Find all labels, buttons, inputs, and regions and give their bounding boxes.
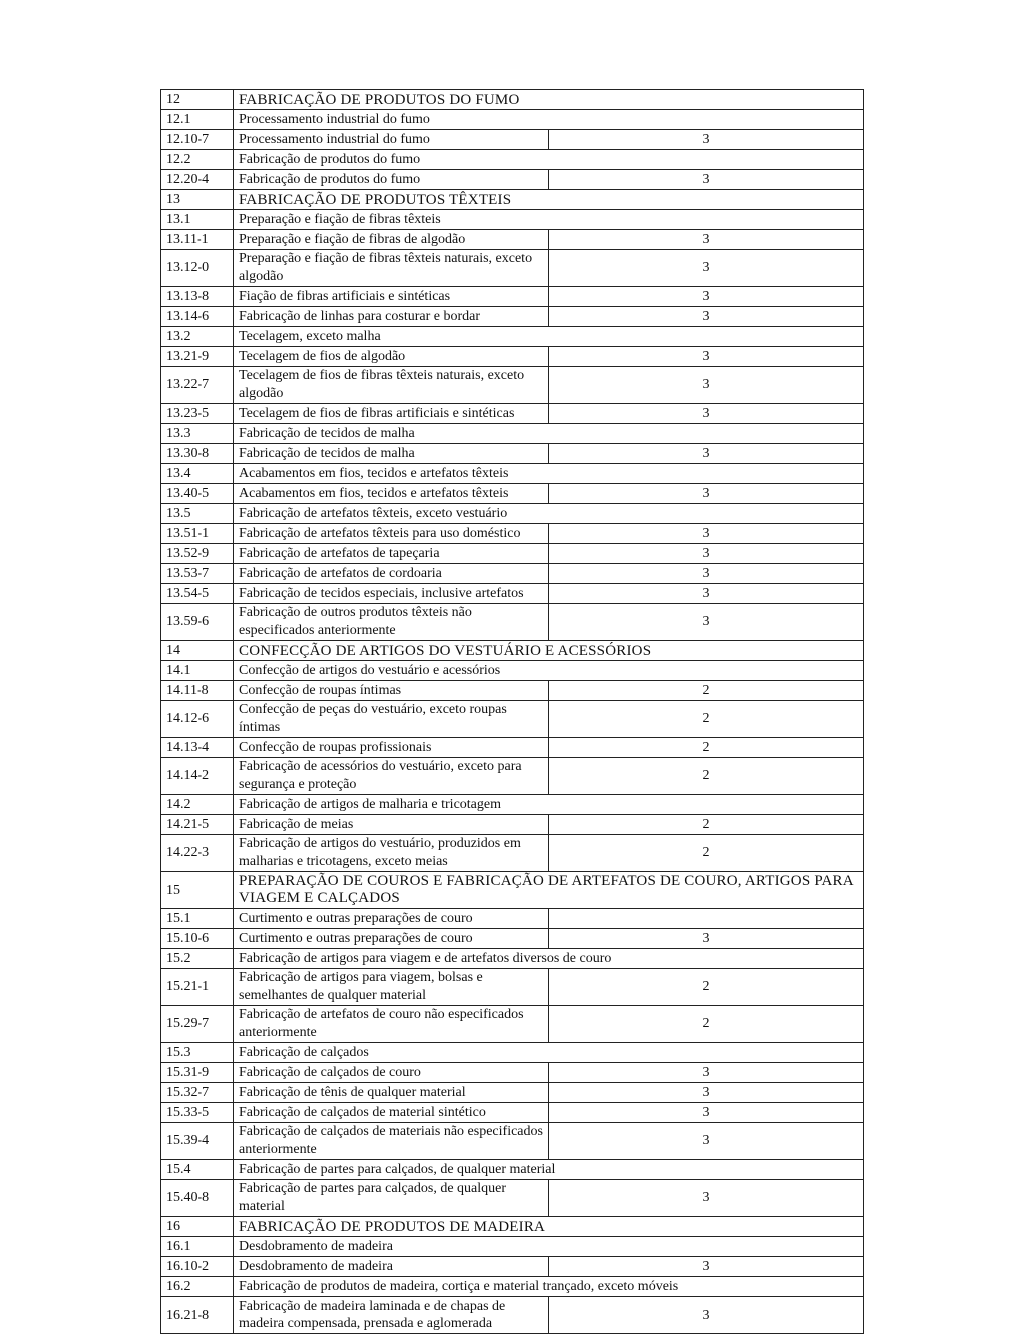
- table-row: [161, 641, 864, 661]
- table-row: [161, 1103, 864, 1123]
- activity-description-cell: Fabricação de partes para calçados, de qualquer material: [234, 1180, 549, 1217]
- table-row: [161, 584, 864, 604]
- cnae-code-cell: 13.14-6: [161, 307, 234, 327]
- cnae-code-cell: 16.21-8: [161, 1297, 234, 1334]
- table-row: [161, 604, 864, 641]
- activity-description-cell: FABRICAÇÃO DE PRODUTOS TÊXTEIS: [234, 190, 864, 210]
- cnae-code-cell: 13.1: [161, 210, 234, 230]
- activity-description-cell: Fabricação de produtos de madeira, cortiça e material trançado, exceto móveis: [234, 1277, 864, 1297]
- activity-description-cell: Tecelagem de fios de fibras têxteis naturais, exceto algodão: [234, 367, 549, 404]
- table-row: [161, 1083, 864, 1103]
- risk-degree-cell: 3: [549, 444, 864, 464]
- cnae-code-cell: 13.5: [161, 504, 234, 524]
- risk-degree-cell: 3: [549, 404, 864, 424]
- activity-description-cell: Preparação e fiação de fibras têxteis: [234, 210, 864, 230]
- activity-description-cell: CONFECÇÃO DE ARTIGOS DO VESTUÁRIO E ACESSÓRIOS: [234, 641, 864, 661]
- activity-description-cell: Fabricação de linhas para costurar e bordar: [234, 307, 549, 327]
- table-row: [161, 1277, 864, 1297]
- table-row: [161, 1123, 864, 1160]
- activity-description-cell: Fabricação de produtos do fumo: [234, 150, 864, 170]
- cnae-code-cell: 15: [161, 872, 234, 909]
- table-row: [161, 170, 864, 190]
- risk-degree-cell: 2: [549, 758, 864, 795]
- table-row: [161, 367, 864, 404]
- table-row: [161, 210, 864, 230]
- activity-description-cell: Curtimento e outras preparações de couro: [234, 929, 549, 949]
- table-row: [161, 347, 864, 367]
- table-row: [161, 969, 864, 1006]
- risk-degree-cell: 2: [549, 815, 864, 835]
- cnae-code-cell: 13.23-5: [161, 404, 234, 424]
- activity-description-cell: Processamento industrial do fumo: [234, 130, 549, 150]
- risk-degree-cell: 3: [549, 250, 864, 287]
- risk-degree-cell: 3: [549, 564, 864, 584]
- activity-description-cell: Tecelagem de fios de algodão: [234, 347, 549, 367]
- activity-description-cell: Acabamentos em fios, tecidos e artefatos têxteis: [234, 484, 549, 504]
- table-row: [161, 758, 864, 795]
- risk-degree-cell: 3: [549, 347, 864, 367]
- table-row: [161, 250, 864, 287]
- cnae-code-cell: 14.13-4: [161, 738, 234, 758]
- table-row: [161, 307, 864, 327]
- activity-description-cell: Fabricação de artefatos de tapeçaria: [234, 544, 549, 564]
- cnae-code-cell: 14.14-2: [161, 758, 234, 795]
- cnae-code-cell: 13.52-9: [161, 544, 234, 564]
- table-row: [161, 130, 864, 150]
- activity-description-cell: Fabricação de produtos do fumo: [234, 170, 549, 190]
- activity-description-cell: Fabricação de artigos de malharia e tricotagem: [234, 795, 864, 815]
- activity-description-cell: Confecção de peças do vestuário, exceto roupas íntimas: [234, 701, 549, 738]
- table-row: [161, 464, 864, 484]
- table-row: [161, 1180, 864, 1217]
- cnae-code-cell: 15.29-7: [161, 1006, 234, 1043]
- cnae-code-cell: 13.53-7: [161, 564, 234, 584]
- table-row: [161, 287, 864, 307]
- risk-degree-cell: 3: [549, 1180, 864, 1217]
- activity-description-cell: Fabricação de calçados de material sintético: [234, 1103, 549, 1123]
- risk-degree-cell: 3: [549, 230, 864, 250]
- table-row: [161, 681, 864, 701]
- risk-degree-cell: 3: [549, 130, 864, 150]
- table-row: [161, 1217, 864, 1237]
- activity-description-cell: Preparação e fiação de fibras de algodão: [234, 230, 549, 250]
- table-row: [161, 1297, 864, 1334]
- cnae-code-cell: 14.12-6: [161, 701, 234, 738]
- cnae-code-cell: 15.40-8: [161, 1180, 234, 1217]
- cnae-code-cell: 15.21-1: [161, 969, 234, 1006]
- activity-description-cell: Processamento industrial do fumo: [234, 110, 864, 130]
- risk-degree-cell: 3: [549, 170, 864, 190]
- cnae-code-cell: 14.21-5: [161, 815, 234, 835]
- risk-degree-cell: 3: [549, 287, 864, 307]
- table-row: [161, 815, 864, 835]
- cnae-code-cell: 14.11-8: [161, 681, 234, 701]
- cnae-code-cell: 15.2: [161, 949, 234, 969]
- table-row: [161, 524, 864, 544]
- cnae-code-cell: 12.10-7: [161, 130, 234, 150]
- cnae-code-cell: 13: [161, 190, 234, 210]
- activity-description-cell: Fabricação de artigos para viagem, bolsas e semelhantes de qualquer material: [234, 969, 549, 1006]
- table-row: [161, 661, 864, 681]
- table-row: [161, 929, 864, 949]
- activity-description-cell: Fabricação de artigos para viagem e de artefatos diversos de couro: [234, 949, 864, 969]
- risk-degree-cell: 3: [549, 1083, 864, 1103]
- risk-degree-cell: 2: [549, 681, 864, 701]
- activity-description-cell: Desdobramento de madeira: [234, 1257, 549, 1277]
- activity-description-cell: Fiação de fibras artificiais e sintéticas: [234, 287, 549, 307]
- risk-degree-cell: 2: [549, 701, 864, 738]
- activity-description-cell: Fabricação de tecidos de malha: [234, 444, 549, 464]
- activity-description-cell: Curtimento e outras preparações de couro: [234, 909, 549, 929]
- activity-description-cell: Preparação e fiação de fibras têxteis naturais, exceto algodão: [234, 250, 549, 287]
- risk-degree-cell: 3: [549, 544, 864, 564]
- cnae-code-cell: 13.51-1: [161, 524, 234, 544]
- table-row: [161, 795, 864, 815]
- cnae-table: [160, 89, 864, 1334]
- cnae-code-cell: 16.2: [161, 1277, 234, 1297]
- cnae-code-cell: 15.3: [161, 1043, 234, 1063]
- table-row: [161, 1063, 864, 1083]
- table-row: [161, 909, 864, 929]
- cnae-code-cell: 16.1: [161, 1237, 234, 1257]
- activity-description-cell: Fabricação de calçados de couro: [234, 1063, 549, 1083]
- activity-description-cell: Fabricação de acessórios do vestuário, exceto para segurança e proteção: [234, 758, 549, 795]
- activity-description-cell: Fabricação de tênis de qualquer material: [234, 1083, 549, 1103]
- activity-description-cell: FABRICAÇÃO DE PRODUTOS DE MADEIRA: [234, 1217, 864, 1237]
- activity-description-cell: Confecção de artigos do vestuário e acessórios: [234, 661, 864, 681]
- table-row: [161, 230, 864, 250]
- activity-description-cell: Acabamentos em fios, tecidos e artefatos têxteis: [234, 464, 864, 484]
- table-row: [161, 404, 864, 424]
- table-row: [161, 701, 864, 738]
- table-row: [161, 1237, 864, 1257]
- risk-degree-cell: 3: [549, 1103, 864, 1123]
- risk-degree-cell: 3: [549, 367, 864, 404]
- risk-degree-cell: 3: [549, 929, 864, 949]
- activity-description-cell: Fabricação de outros produtos têxteis não especificados anteriormente: [234, 604, 549, 641]
- cnae-code-cell: 16.10-2: [161, 1257, 234, 1277]
- risk-degree-cell: 3: [549, 307, 864, 327]
- table-row: [161, 504, 864, 524]
- cnae-code-cell: 13.2: [161, 327, 234, 347]
- risk-degree-cell: 3: [549, 1123, 864, 1160]
- table-row: [161, 1006, 864, 1043]
- table-row: [161, 110, 864, 130]
- activity-description-cell: Fabricação de tecidos especiais, inclusive artefatos: [234, 584, 549, 604]
- activity-description-cell: Tecelagem, exceto malha: [234, 327, 864, 347]
- table-row: [161, 949, 864, 969]
- risk-degree-cell: 2: [549, 835, 864, 872]
- table-row: [161, 190, 864, 210]
- risk-degree-cell: 3: [549, 1297, 864, 1334]
- risk-degree-cell: 3: [549, 1257, 864, 1277]
- activity-description-cell: Fabricação de artefatos têxteis para uso doméstico: [234, 524, 549, 544]
- activity-description-cell: Fabricação de meias: [234, 815, 549, 835]
- table-row: [161, 424, 864, 444]
- activity-description-cell: PREPARAÇÃO DE COUROS E FABRICAÇÃO DE ARTEFATOS DE COURO, ARTIGOS PARA VIAGEM E CALÇADOS: [234, 872, 864, 909]
- cnae-code-cell: 15.39-4: [161, 1123, 234, 1160]
- cnae-code-cell: 13.3: [161, 424, 234, 444]
- risk-degree-cell: 3: [549, 584, 864, 604]
- table-row: [161, 544, 864, 564]
- risk-degree-cell: 2: [549, 738, 864, 758]
- table-row: [161, 90, 864, 110]
- cnae-code-cell: 15.10-6: [161, 929, 234, 949]
- table-row: [161, 484, 864, 504]
- cnae-code-cell: 13.59-6: [161, 604, 234, 641]
- risk-degree-cell: [549, 909, 864, 929]
- activity-description-cell: Fabricação de artefatos de couro não especificados anteriormente: [234, 1006, 549, 1043]
- cnae-code-cell: 13.21-9: [161, 347, 234, 367]
- cnae-code-cell: 13.22-7: [161, 367, 234, 404]
- cnae-code-cell: 13.13-8: [161, 287, 234, 307]
- cnae-code-cell: 12.20-4: [161, 170, 234, 190]
- activity-description-cell: Fabricação de calçados: [234, 1043, 864, 1063]
- table-row: [161, 835, 864, 872]
- risk-degree-cell: 2: [549, 969, 864, 1006]
- cnae-table-body: [161, 90, 864, 1334]
- table-row: [161, 444, 864, 464]
- cnae-code-cell: 12: [161, 90, 234, 110]
- cnae-code-cell: 15.1: [161, 909, 234, 929]
- table-row: [161, 738, 864, 758]
- activity-description-cell: Fabricação de artefatos têxteis, exceto vestuário: [234, 504, 864, 524]
- cnae-code-cell: 15.32-7: [161, 1083, 234, 1103]
- cnae-code-cell: 14.1: [161, 661, 234, 681]
- risk-degree-cell: 3: [549, 524, 864, 544]
- table-row: [161, 872, 864, 909]
- cnae-code-cell: 12.1: [161, 110, 234, 130]
- table-row: [161, 1160, 864, 1180]
- risk-degree-cell: 3: [549, 604, 864, 641]
- table-row: [161, 150, 864, 170]
- cnae-code-cell: 14.22-3: [161, 835, 234, 872]
- table-row: [161, 564, 864, 584]
- risk-degree-cell: 3: [549, 484, 864, 504]
- activity-description-cell: Fabricação de madeira laminada e de chapas de madeira compensada, prensada e aglomerada: [234, 1297, 549, 1334]
- activity-description-cell: Confecção de roupas profissionais: [234, 738, 549, 758]
- activity-description-cell: Fabricação de partes para calçados, de qualquer material: [234, 1160, 864, 1180]
- cnae-code-cell: 16: [161, 1217, 234, 1237]
- cnae-code-cell: 12.2: [161, 150, 234, 170]
- activity-description-cell: FABRICAÇÃO DE PRODUTOS DO FUMO: [234, 90, 864, 110]
- cnae-code-cell: 15.4: [161, 1160, 234, 1180]
- activity-description-cell: Fabricação de calçados de materiais não especificados anteriormente: [234, 1123, 549, 1160]
- table-row: [161, 1043, 864, 1063]
- risk-degree-cell: 3: [549, 1063, 864, 1083]
- cnae-code-cell: 13.12-0: [161, 250, 234, 287]
- activity-description-cell: Confecção de roupas íntimas: [234, 681, 549, 701]
- activity-description-cell: Tecelagem de fios de fibras artificiais e sintéticas: [234, 404, 549, 424]
- cnae-code-cell: 13.54-5: [161, 584, 234, 604]
- cnae-code-cell: 13.30-8: [161, 444, 234, 464]
- activity-description-cell: Fabricação de artigos do vestuário, produzidos em malharias e tricotagens, exceto meias: [234, 835, 549, 872]
- cnae-code-cell: 15.33-5: [161, 1103, 234, 1123]
- cnae-code-cell: 13.11-1: [161, 230, 234, 250]
- cnae-code-cell: 15.31-9: [161, 1063, 234, 1083]
- cnae-code-cell: 14.2: [161, 795, 234, 815]
- table-row: [161, 327, 864, 347]
- risk-degree-cell: 2: [549, 1006, 864, 1043]
- activity-description-cell: Fabricação de tecidos de malha: [234, 424, 864, 444]
- cnae-code-cell: 13.4: [161, 464, 234, 484]
- cnae-code-cell: 14: [161, 641, 234, 661]
- activity-description-cell: Fabricação de artefatos de cordoaria: [234, 564, 549, 584]
- activity-description-cell: Desdobramento de madeira: [234, 1237, 864, 1257]
- cnae-code-cell: 13.40-5: [161, 484, 234, 504]
- table-row: [161, 1257, 864, 1277]
